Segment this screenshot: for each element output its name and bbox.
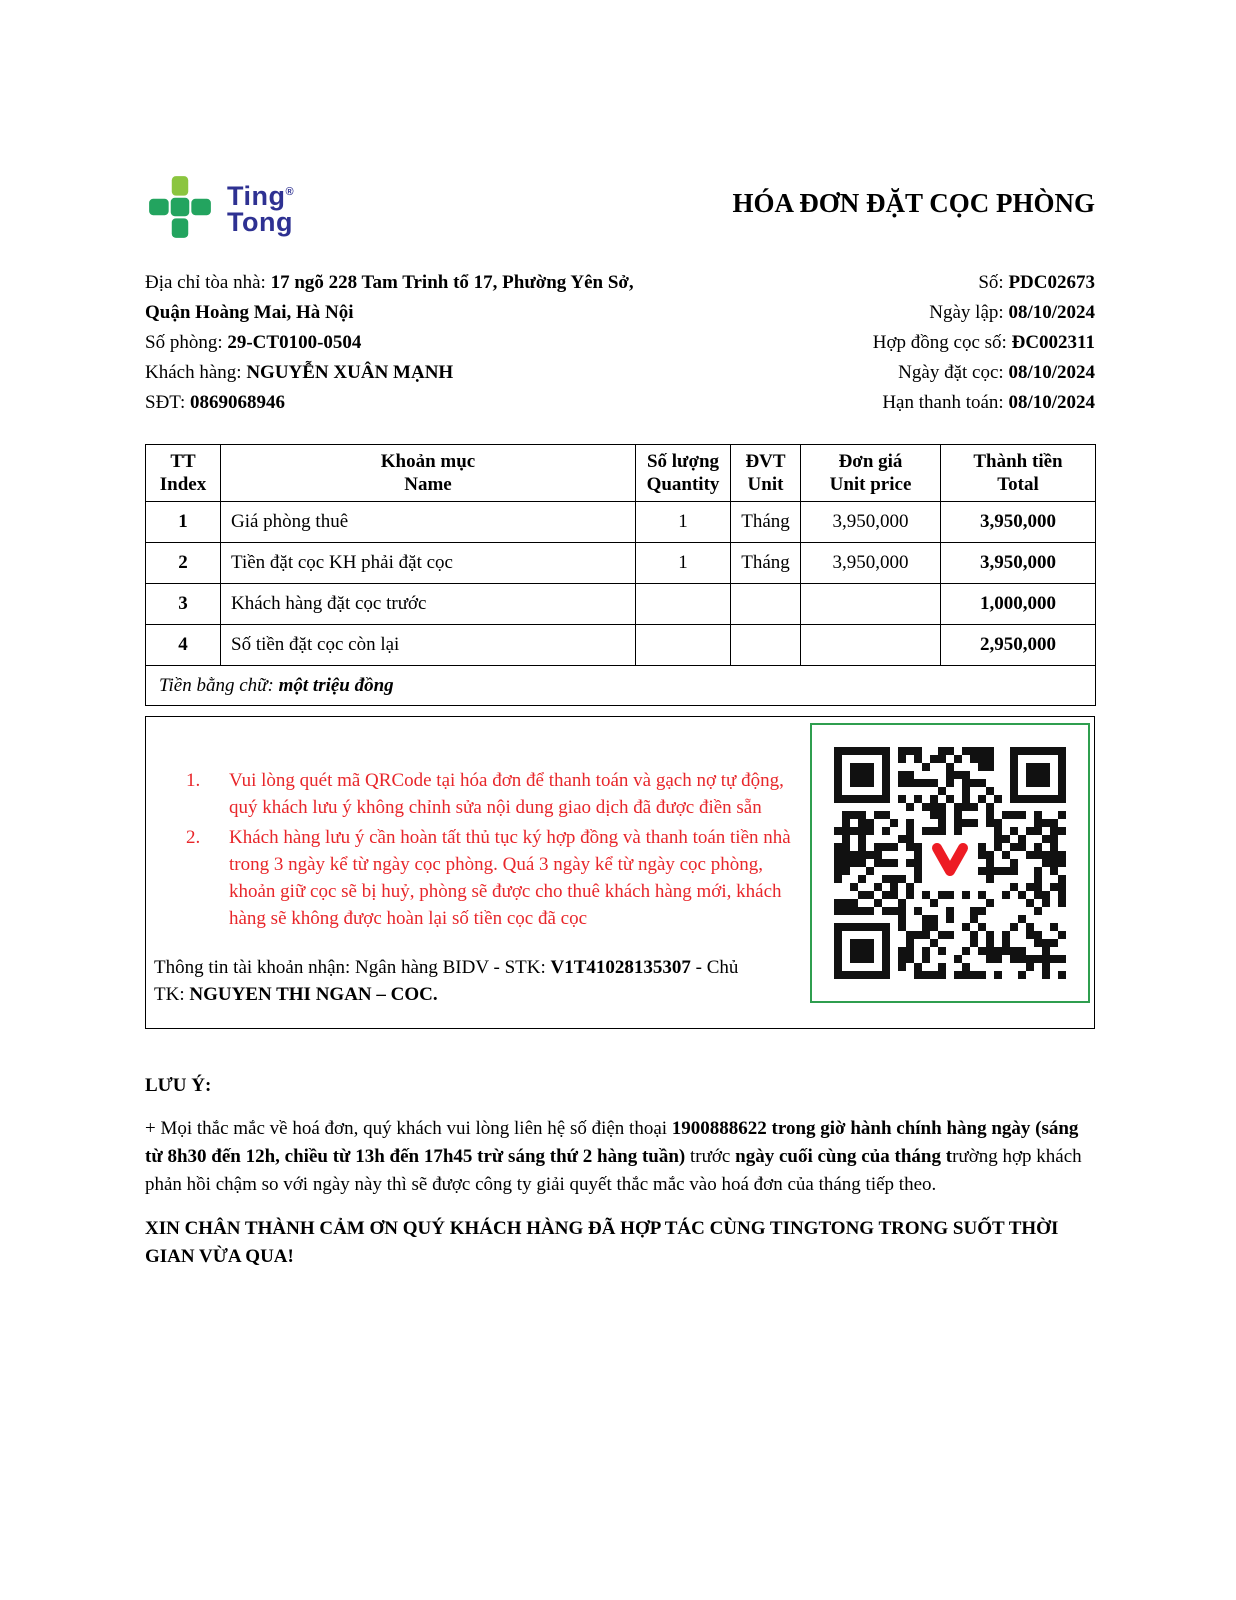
building-address-line2 bbox=[145, 298, 765, 328]
document-title: HÓA ĐƠN ĐẶT CỌC PHÒNG bbox=[732, 188, 1095, 218]
tingtong-logo bbox=[145, 172, 294, 242]
cell-total: 3,950,000 bbox=[941, 502, 1096, 543]
issue-date-line bbox=[765, 298, 1095, 328]
col-header-index: TT Index bbox=[146, 445, 221, 502]
deposit-date-line bbox=[765, 358, 1095, 388]
table-header-row bbox=[146, 445, 1096, 502]
tingtong-plus-icon bbox=[145, 172, 215, 242]
table-row bbox=[146, 543, 1096, 584]
logo-word2: Tong bbox=[227, 207, 293, 237]
bank-account-number: V1T41028135307 bbox=[550, 957, 691, 978]
payment-notes-box bbox=[145, 716, 1095, 1029]
header bbox=[145, 172, 1095, 242]
invoice-number-value: PDC02673 bbox=[1008, 272, 1095, 293]
notice-heading: LƯU Ý: bbox=[145, 1075, 212, 1096]
cell-total: 2,950,000 bbox=[941, 625, 1096, 666]
cell-unit-price: 3,950,000 bbox=[801, 502, 941, 543]
note-text: Khách hàng lưu ý cần hoàn tất thủ tục ký hợp đồng và thanh toán tiền nhà trong 3 ngày kể từ ngày cọc phòng. Quá 3 ngày kể từ ngày cọc phòng, khoản giữ cọc sẽ bị huỷ, phòng sẽ được cho thuê khách hàng mới, khách hàng sẽ không được hoàn lại số tiền cọc đã cọc bbox=[229, 827, 791, 929]
payment-notes-list bbox=[186, 767, 794, 932]
cell-unit: Tháng bbox=[731, 502, 801, 543]
room-number-label: Số phòng: bbox=[145, 332, 228, 353]
cell-index: 2 bbox=[146, 543, 221, 584]
col-header-quantity: Số lượng Quantity bbox=[636, 445, 731, 502]
building-address-value2: Quận Hoàng Mai, Hà Nội bbox=[145, 302, 354, 323]
invoice-number-line bbox=[765, 268, 1095, 298]
due-date-label: Hạn thanh toán: bbox=[882, 392, 1009, 413]
contract-number-line bbox=[765, 328, 1095, 358]
note-text: Vui lòng quét mã QRCode tại hóa đơn để thanh toán và gạch nợ tự động, quý khách lưu ý không chỉnh sửa nội dung giao dịch đã được điền sẵn bbox=[229, 770, 784, 818]
invoice-items-table bbox=[145, 444, 1096, 706]
room-number-value: 29-CT0100-0504 bbox=[227, 332, 362, 353]
table-row bbox=[146, 502, 1096, 543]
table-row bbox=[146, 625, 1096, 666]
bank-account-info bbox=[154, 954, 759, 1008]
room-number-line bbox=[145, 328, 765, 358]
bank-account-holder: NGUYEN THI NGAN – COC. bbox=[189, 984, 438, 1005]
customer-phone-line bbox=[145, 388, 765, 418]
cell-unit: Tháng bbox=[731, 543, 801, 584]
invoice-number-label: Số: bbox=[978, 272, 1009, 293]
amount-in-words-label: Tiền bằng chữ: bbox=[159, 674, 279, 696]
cell-unit bbox=[731, 625, 801, 666]
deadline-emphasis: ngày cuối cùng của tháng t bbox=[735, 1146, 953, 1167]
note-item-2 bbox=[186, 824, 794, 932]
cell-name: Giá phòng thuê bbox=[221, 502, 636, 543]
cell-quantity: 1 bbox=[636, 502, 731, 543]
col-header-unit-price: Đơn giá Unit price bbox=[801, 445, 941, 502]
note-number: 1. bbox=[186, 770, 201, 791]
cell-total: 1,000,000 bbox=[941, 584, 1096, 625]
customer-name-label: Khách hàng: bbox=[145, 362, 247, 383]
col-header-total: Thành tiền Total bbox=[941, 445, 1096, 502]
note-item-1 bbox=[186, 767, 794, 821]
thank-you-message: XIN CHÂN THÀNH CẢM ƠN QUÝ KHÁCH HÀNG ĐÃ HỢP TÁC CÙNG TINGTONG TRONG SUỐT THỜI GIAN VỪA QUA! bbox=[145, 1218, 1059, 1267]
issue-date-label: Ngày lập: bbox=[929, 302, 1009, 323]
building-address-label: Địa chỉ tòa nhà: bbox=[145, 272, 271, 293]
notice-text-3: rường hợp khách phản hồi chậm so với ngày này thì sẽ được công ty giải quyết thắc mắc vào hoá đơn của tháng tiếp theo. bbox=[145, 1146, 1082, 1195]
issue-date-value: 08/10/2024 bbox=[1008, 302, 1095, 323]
building-address-value: 17 ngõ 228 Tam Trinh tổ 17, Phường Yên Sở, bbox=[270, 272, 634, 293]
due-date-line bbox=[765, 388, 1095, 418]
col-header-unit: ĐVT Unit bbox=[731, 445, 801, 502]
deposit-date-value: 08/10/2024 bbox=[1008, 362, 1095, 383]
amount-in-words-value: một triệu đồng bbox=[278, 674, 394, 696]
customer-name-value: NGUYỄN XUÂN MẠNH bbox=[246, 362, 454, 383]
cell-quantity bbox=[636, 584, 731, 625]
deposit-date-label: Ngày đặt cọc: bbox=[898, 362, 1009, 383]
notice-text-1: + Mọi thắc mắc về hoá đơn, quý khách vui lòng liên hệ số điện thoại bbox=[145, 1118, 672, 1139]
col-header-name: Khoản mục Name bbox=[221, 445, 636, 502]
customer-phone-value: 0869068946 bbox=[189, 392, 285, 413]
cell-unit-price: 3,950,000 bbox=[801, 543, 941, 584]
due-date-value: 08/10/2024 bbox=[1008, 392, 1095, 413]
notice-text-2: trước bbox=[685, 1146, 736, 1167]
payment-qr-code bbox=[810, 723, 1090, 1003]
cell-index: 1 bbox=[146, 502, 221, 543]
note-number: 2. bbox=[186, 827, 201, 848]
contract-number-value: ĐC002311 bbox=[1011, 332, 1095, 353]
customer-phone-label: SĐT: bbox=[145, 392, 190, 413]
cell-name: Tiền đặt cọc KH phải đặt cọc bbox=[221, 543, 636, 584]
cell-unit-price bbox=[801, 584, 941, 625]
tingtong-wordmark bbox=[227, 179, 294, 235]
invoice-numbers bbox=[765, 268, 1095, 418]
amount-in-words-row bbox=[146, 666, 1096, 706]
cell-unit bbox=[731, 584, 801, 625]
bank-account-prefix: Thông tin tài khoản nhận: Ngân hàng BIDV - STK: bbox=[154, 957, 551, 978]
customer-name-line bbox=[145, 358, 765, 388]
registered-mark: ® bbox=[285, 186, 295, 198]
amount-in-words bbox=[146, 666, 1096, 706]
contract-number-label: Hợp đồng cọc số: bbox=[872, 332, 1012, 353]
building-address-line1 bbox=[145, 268, 765, 298]
hotline-and-hours: 1900888622 trong giờ hành chính hàng ngày (sáng từ 8h30 đến 12h, chiều từ 13h đến 17h45 trừ sáng thứ 2 hàng tuần) bbox=[145, 1118, 1079, 1167]
qr-code-image bbox=[834, 747, 1066, 979]
cell-name: Số tiền đặt cọc còn lại bbox=[221, 625, 636, 666]
cell-quantity: 1 bbox=[636, 543, 731, 584]
bank-account-middle: - Chủ TK: bbox=[154, 957, 739, 1005]
cell-index: 3 bbox=[146, 584, 221, 625]
cell-index: 4 bbox=[146, 625, 221, 666]
cell-unit-price bbox=[801, 625, 941, 666]
cell-quantity bbox=[636, 625, 731, 666]
invoice-meta bbox=[145, 268, 1095, 418]
customer-info bbox=[145, 268, 765, 418]
table-row bbox=[146, 584, 1096, 625]
notice-paragraph bbox=[145, 1115, 1095, 1199]
logo-word1: Ting bbox=[227, 181, 286, 211]
cell-name: Khách hàng đặt cọc trước bbox=[221, 584, 636, 625]
cell-total: 3,950,000 bbox=[941, 543, 1096, 584]
